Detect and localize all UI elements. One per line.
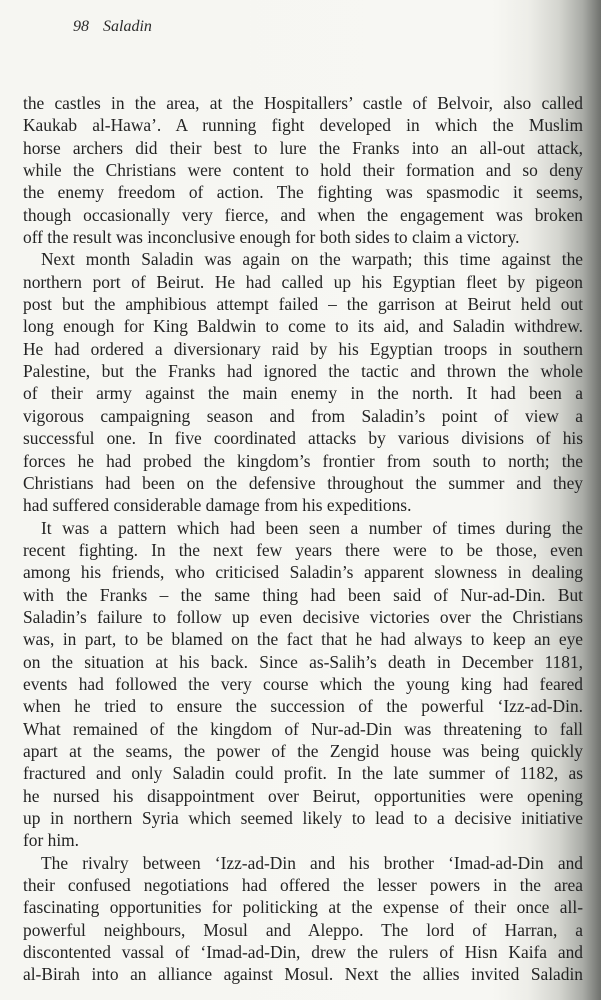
text-line: The rivalry between ‘Izz-ad-Din and his brother ‘Imad-ad-Din and — [41, 852, 583, 873]
text-line: Saladin’s failure to follow up even decisive victories over the Christians — [23, 606, 583, 627]
body-text — [23, 92, 583, 986]
text-line: post but the amphibious attempt failed – the garrison at Beirut held out — [23, 294, 583, 315]
text-line: while the Christians were content to hold their formation and so deny — [23, 160, 583, 181]
text-line: successful one. In five coordinated attacks by various divisions of his — [23, 428, 583, 449]
text-line: Next month Saladin was again on the warpath; this time against the — [41, 249, 583, 270]
running-head — [73, 18, 152, 36]
paragraph — [23, 852, 583, 986]
text-line: the enemy freedom of action. The fighting was spasmodic it seems, — [23, 182, 583, 203]
text-line: discontented vassal of ‘Imad-ad-Din, drew the rulers of Hisn Kaifa and — [23, 942, 583, 963]
text-line: powerful neighbours, Mosul and Aleppo. The lord of Harran, a — [23, 919, 583, 940]
text-line: fascinating opportunities for politicking at the expense of their once all- — [23, 897, 583, 918]
text-line: fractured and only Saladin could profit. In the late summer of 1182, as — [23, 763, 583, 784]
text-line: their confused negotiations had offered the lesser powers in the area — [23, 875, 583, 896]
text-line: vigorous campaigning season and from Saladin’s point of view a — [23, 405, 583, 426]
text-line: with the Franks – the same thing had been said of Nur-ad-Din. But — [23, 584, 583, 605]
text-line: for him. — [23, 830, 80, 851]
text-line: though occasionally very fierce, and when the engagement was broken — [23, 204, 583, 225]
text-line: up in northern Syria which seemed likely to lead to a decisive initiative — [23, 808, 583, 828]
paragraph — [23, 517, 583, 852]
text-line: Christians had been on the defensive throughout the summer and they — [23, 472, 583, 493]
text-line: Kaukab al-Hawa’. A running fight developed in which the Muslim — [23, 115, 583, 136]
text-line: long enough for King Baldwin to come to its aid, and Saladin withdrew. — [23, 316, 583, 337]
text-line: recent fighting. In the next few years there were to be those, even — [23, 539, 583, 560]
text-line: What remained of the kingdom of Nur-ad-Din was threatening to fall — [23, 718, 583, 739]
text-line: on the situation at his back. Since as-Salih’s death in December 1181, — [23, 651, 583, 672]
text-line: events had followed the very course which the young king had feared — [23, 673, 583, 694]
paragraph — [23, 248, 583, 516]
text-line: had suffered considerable damage from his expeditions. — [23, 495, 412, 516]
text-line: when he tried to ensure the succession of the powerful ‘Izz-ad-Din. — [23, 696, 583, 717]
running-title: Saladin — [103, 18, 152, 35]
text-line: the castles in the area, at the Hospitallers’ castle of Belvoir, also called — [23, 93, 583, 113]
page-number: 98 — [73, 18, 89, 35]
text-line: Palestine, but the Franks had ignored the tactic and thrown the whole — [23, 361, 583, 382]
text-line: he nursed his disappointment over Beirut, opportunities were opening — [23, 785, 583, 806]
text-line: of their army against the main enemy in the north. It had been a — [23, 383, 583, 404]
text-line: was, in part, to be blamed on the fact that he had always to keep an eye — [23, 629, 583, 650]
text-line: It was a pattern which had been seen a number of times during the — [41, 517, 583, 538]
text-line: among his friends, who criticised Saladin’s apparent slowness in dealing — [23, 562, 583, 583]
text-line: northern port of Beirut. He had called up his Egyptian fleet by pigeon — [23, 271, 583, 292]
paragraph — [23, 92, 583, 248]
text-line: forces he had probed the kingdom’s frontier from south to north; the — [23, 450, 583, 471]
text-line: al-Birah into an alliance against Mosul. Next the allies invited Saladin — [23, 964, 583, 985]
text-line: off the result was inconclusive enough for both sides to claim a victory. — [23, 227, 520, 248]
text-line: horse archers did their best to lure the Franks into an all-out attack, — [23, 137, 583, 158]
text-line: He had ordered a diversionary raid by his Egyptian troops in southern — [23, 338, 583, 359]
text-line: apart at the seams, the power of the Zengid house was being quickly — [23, 740, 583, 761]
